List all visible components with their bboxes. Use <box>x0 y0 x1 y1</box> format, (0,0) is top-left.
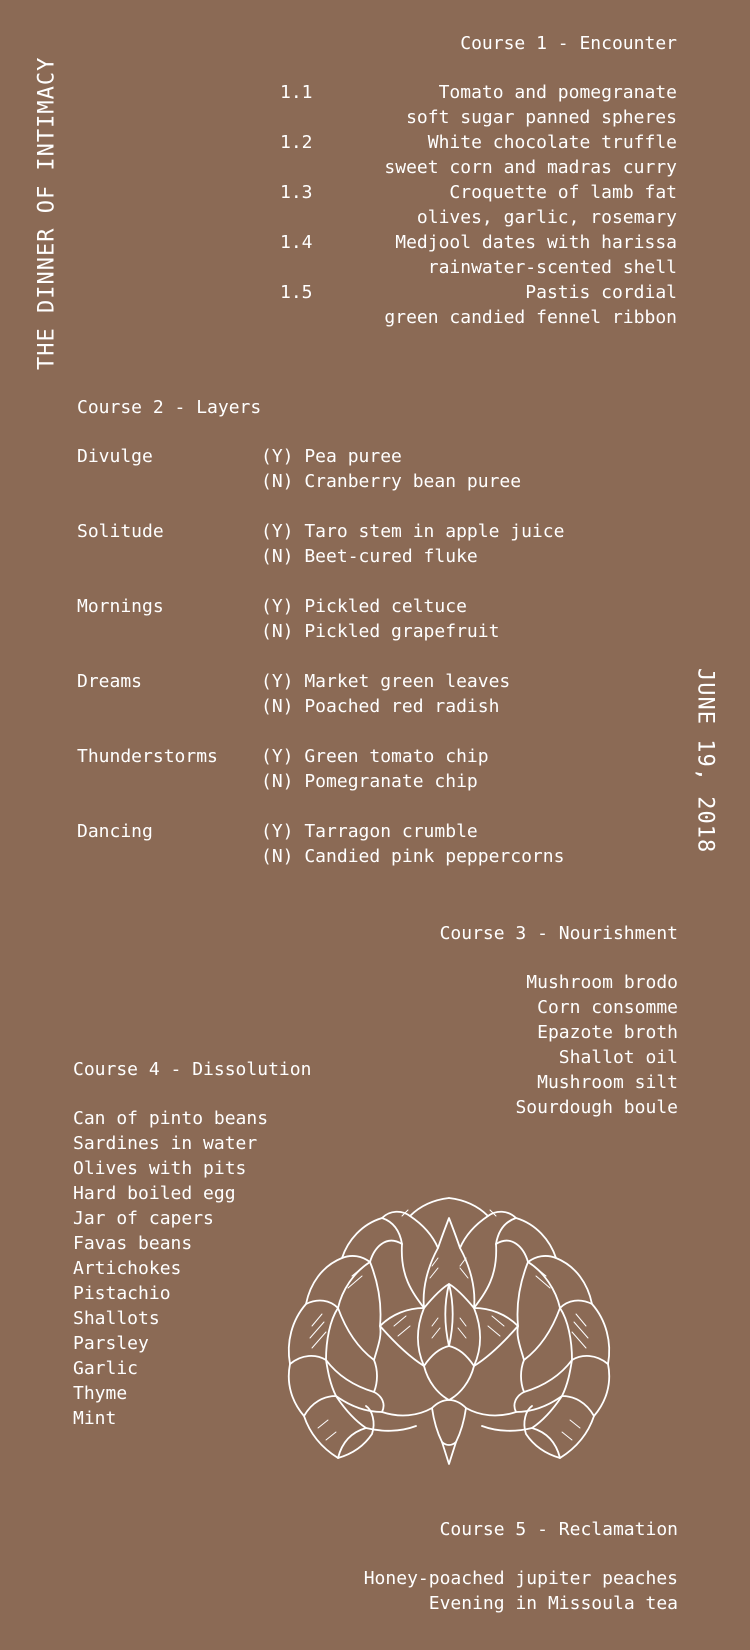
list-item: Mint <box>73 1408 117 1429</box>
item-number: 1.5 <box>280 282 313 303</box>
item-name: Pastis cordial <box>525 282 677 303</box>
course-5-heading: Course 5 - Reclamation <box>439 1519 678 1540</box>
course-2-row <box>77 819 637 869</box>
course-2-heading: Course 2 - Layers <box>77 397 262 418</box>
course-1-heading: Course 1 - Encounter <box>460 33 677 54</box>
list-item: Garlic <box>73 1358 139 1379</box>
yes-option: (Y) Green tomato chip <box>261 746 489 767</box>
no-option: (N) Beet-cured fluke <box>261 546 478 567</box>
item-name: Medjool dates with harissa <box>395 232 677 253</box>
list-item: Jar of capers <box>73 1208 214 1229</box>
layer-label: Solitude <box>77 521 164 542</box>
no-option: (N) Poached red radish <box>261 696 500 717</box>
yes-option: (Y) Tarragon crumble <box>261 821 478 842</box>
layer-label: Thunderstorms <box>77 746 218 767</box>
course-1-item <box>280 280 677 330</box>
course-2-row <box>77 519 637 569</box>
yes-option: (Y) Taro stem in apple juice <box>261 521 565 542</box>
yes-option: (Y) Market green leaves <box>261 671 511 692</box>
list-item: Parsley <box>73 1333 149 1354</box>
course-1-item <box>280 80 677 130</box>
list-item: Shallots <box>73 1308 160 1329</box>
menu-date: JUNE 19, 2018 <box>692 668 718 854</box>
item-name: White chocolate truffle <box>427 132 677 153</box>
course-1-item <box>280 230 677 280</box>
course-3-section <box>400 920 678 1120</box>
item-description: green candied fennel ribbon <box>384 307 677 328</box>
list-item: Mushroom silt <box>537 1072 678 1093</box>
list-item: Hard boiled egg <box>73 1183 236 1204</box>
list-item: Corn consomme <box>537 997 678 1018</box>
course-2-row <box>77 444 637 494</box>
yes-option: (Y) Pickled celtuce <box>261 596 467 617</box>
layer-label: Dreams <box>77 671 143 692</box>
course-2-row <box>77 669 637 719</box>
artichoke-illustration <box>282 1196 616 1466</box>
list-item: Olives with pits <box>73 1158 247 1179</box>
item-description: olives, garlic, rosemary <box>416 207 677 228</box>
no-option: (N) Candied pink peppercorns <box>261 846 565 867</box>
course-1-section <box>280 30 677 330</box>
list-item: Sardines in water <box>73 1133 258 1154</box>
item-number: 1.4 <box>280 232 313 253</box>
layer-label: Mornings <box>77 596 164 617</box>
list-item: Favas beans <box>73 1233 193 1254</box>
list-item: Evening in Missoula tea <box>428 1593 678 1614</box>
list-item: Can of pinto beans <box>73 1108 269 1129</box>
item-description: rainwater-scented shell <box>427 257 677 278</box>
list-item: Thyme <box>73 1383 128 1404</box>
list-item: Artichokes <box>73 1258 182 1279</box>
item-name: Croquette of lamb fat <box>449 182 677 203</box>
menu-title: THE DINNER OF INTIMACY <box>34 56 60 370</box>
layer-label: Divulge <box>77 446 153 467</box>
layer-label: Dancing <box>77 821 153 842</box>
no-option: (N) Cranberry bean puree <box>261 471 522 492</box>
item-number: 1.3 <box>280 182 313 203</box>
course-1-item <box>280 180 677 230</box>
list-item: Honey-poached jupiter peaches <box>363 1568 678 1589</box>
item-number: 1.2 <box>280 132 313 153</box>
item-number: 1.1 <box>280 82 313 103</box>
course-2-section <box>77 394 637 894</box>
yes-option: (Y) Pea puree <box>261 446 402 467</box>
course-5-section <box>300 1516 678 1616</box>
item-description: soft sugar panned spheres <box>406 107 677 128</box>
course-2-row <box>77 744 637 794</box>
item-description: sweet corn and madras curry <box>384 157 677 178</box>
list-item: Sourdough boule <box>515 1097 678 1118</box>
list-item: Epazote broth <box>537 1022 678 1043</box>
item-name: Tomato and pomegranate <box>438 82 677 103</box>
list-item: Pistachio <box>73 1283 171 1304</box>
course-1-item <box>280 130 677 180</box>
list-item: Mushroom brodo <box>526 972 678 993</box>
no-option: (N) Pomegranate chip <box>261 771 478 792</box>
course-2-row <box>77 594 637 644</box>
course-3-heading: Course 3 - Nourishment <box>439 923 678 944</box>
course-4-heading: Course 4 - Dissolution <box>73 1059 312 1080</box>
list-item: Shallot oil <box>558 1047 678 1068</box>
no-option: (N) Pickled grapefruit <box>261 621 500 642</box>
